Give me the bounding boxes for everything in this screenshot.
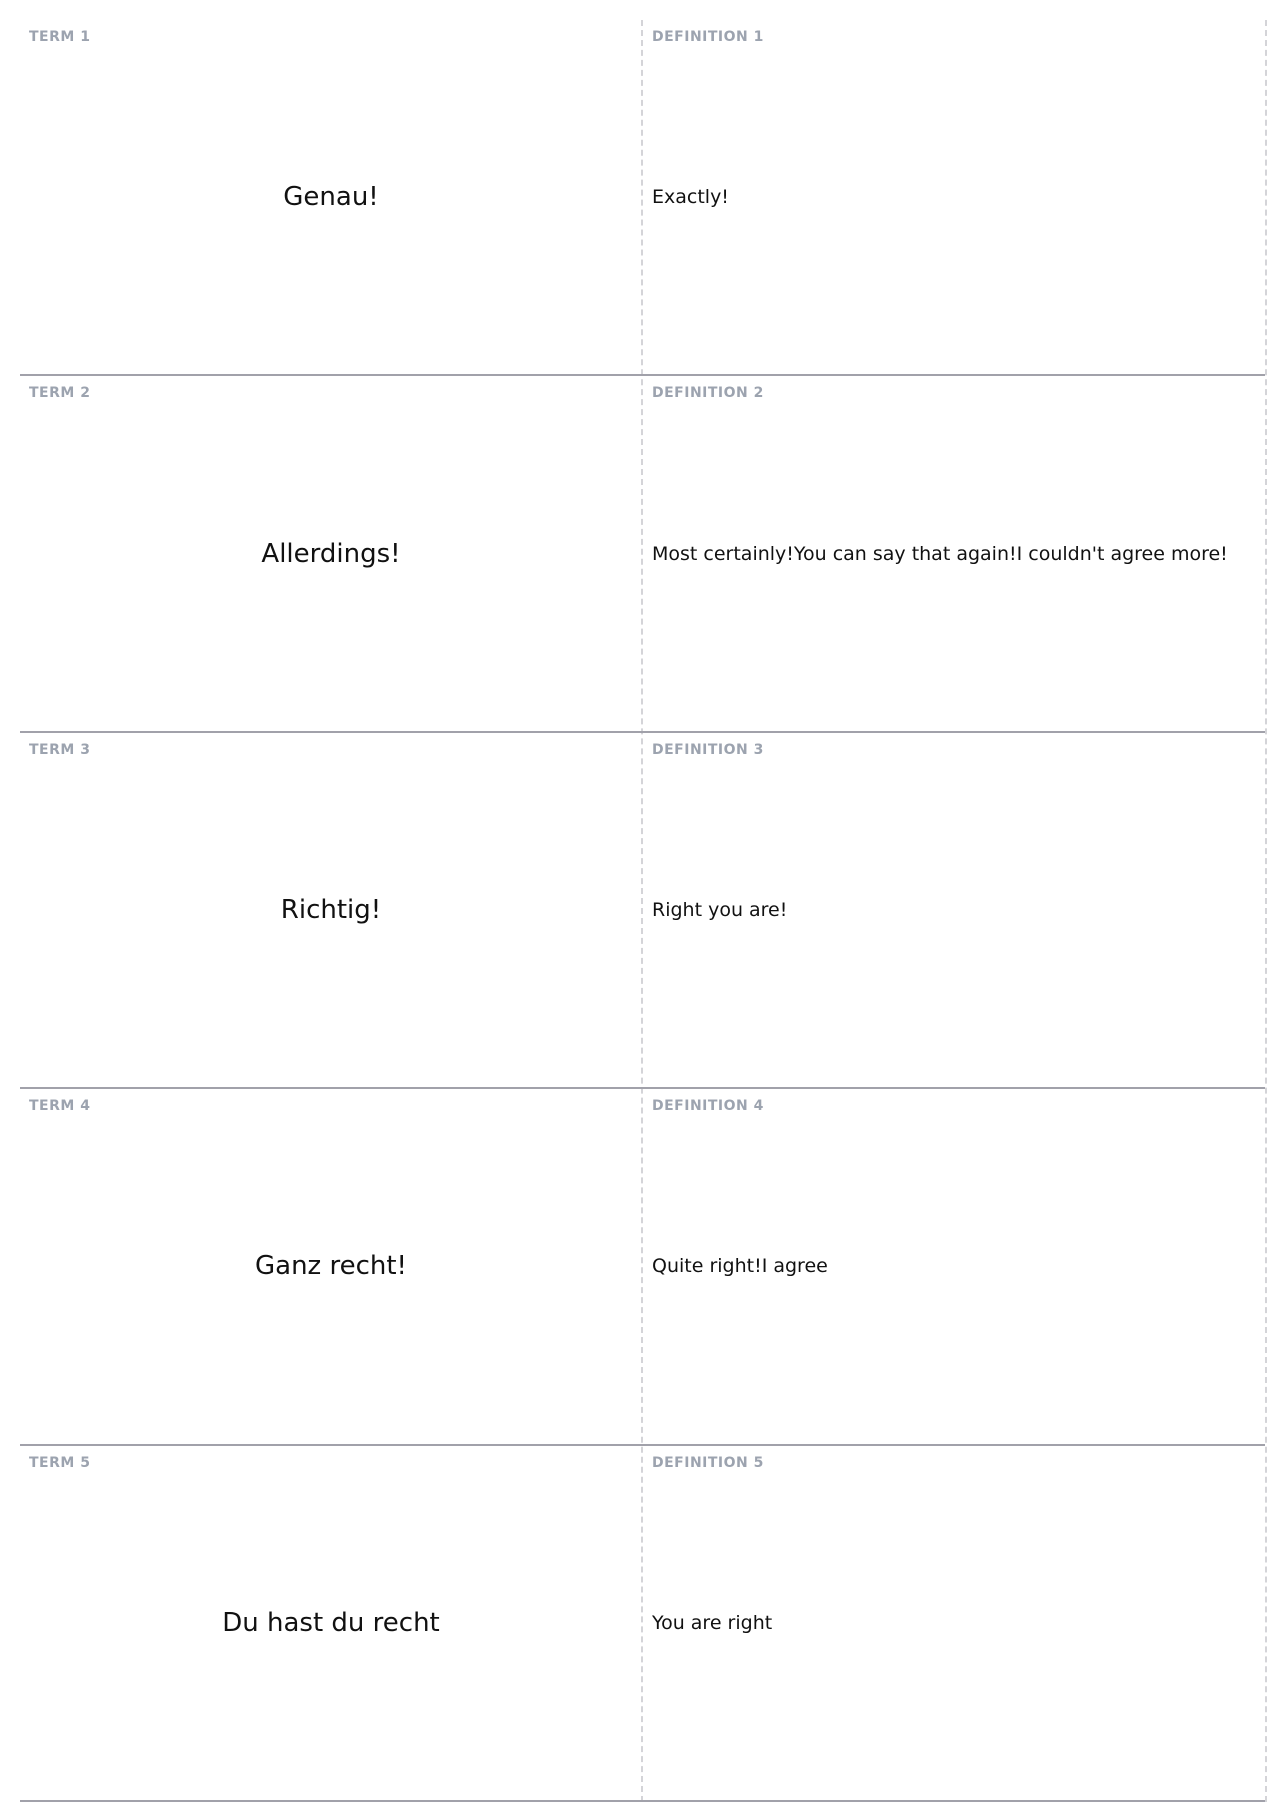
definition-label: DEFINITION 5: [652, 1454, 764, 1471]
term-cell: [20, 1446, 642, 1800]
term-text: Allerdings!: [261, 538, 401, 569]
term-label: TERM 4: [29, 1098, 91, 1115]
definition-label: DEFINITION 1: [652, 29, 764, 45]
term-label: TERM 3: [29, 741, 91, 758]
term-text: Richtig!: [280, 894, 382, 925]
definition-text: You are right: [652, 1611, 773, 1634]
term-text: Genau!: [283, 182, 379, 213]
definition-text: Quite right!I agree: [652, 1255, 828, 1278]
definition-cell: [643, 733, 1265, 1087]
definition-label: DEFINITION 3: [652, 741, 764, 758]
term-label: TERM 5: [29, 1454, 91, 1471]
flashcard-sheet: [20, 20, 1267, 1802]
term-cell: [20, 20, 642, 374]
definition-text: Exactly!: [652, 186, 729, 209]
term-cell: [20, 376, 642, 730]
term-text: Du hast du recht: [222, 1607, 440, 1638]
definition-label: DEFINITION 2: [652, 385, 764, 402]
definition-label: DEFINITION 4: [652, 1098, 764, 1115]
definition-cell: [643, 20, 1265, 374]
card-row-1: [20, 20, 1265, 376]
card-row-3: [20, 733, 1265, 1089]
definition-cell: [643, 1446, 1265, 1800]
term-cell: [20, 733, 642, 1087]
definition-text: Right you are!: [652, 898, 788, 921]
term-cell: [20, 1089, 642, 1443]
definition-cell: [643, 376, 1265, 730]
card-row-2: [20, 376, 1265, 732]
card-row-4: [20, 1089, 1265, 1445]
definition-text: Most certainly!You can say that again!I couldn't agree more!: [652, 542, 1228, 565]
definition-cell: [643, 1089, 1265, 1443]
term-text: Ganz recht!: [255, 1251, 407, 1282]
term-label: TERM 2: [29, 385, 91, 402]
card-row-5: [20, 1446, 1265, 1802]
term-label: TERM 1: [29, 29, 91, 45]
